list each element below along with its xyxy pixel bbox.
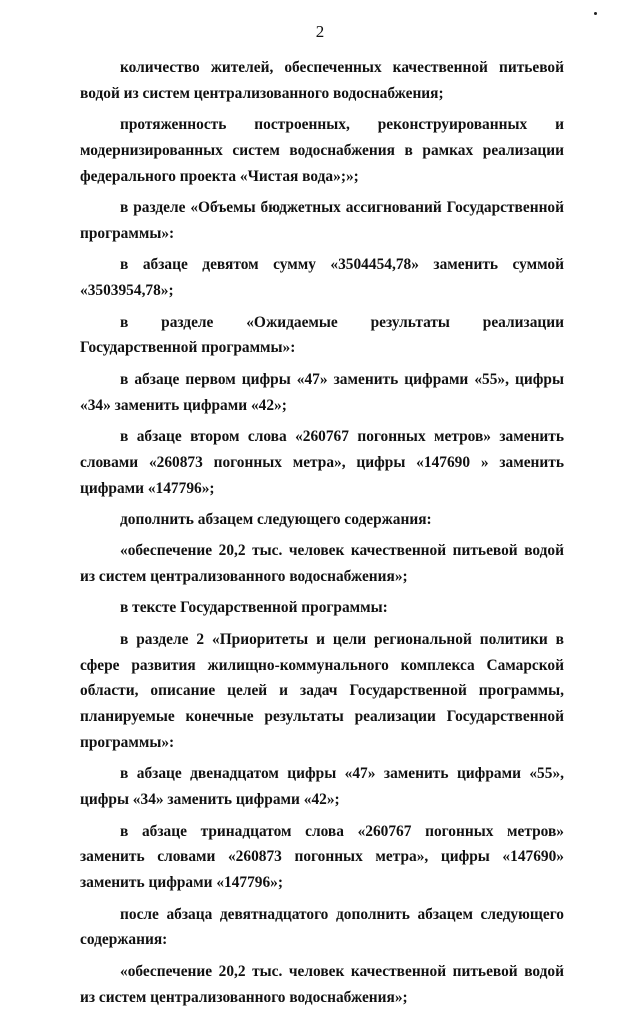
- paragraph: в разделе «Объемы бюджетных ассигнований Государственной программы»:: [80, 199, 564, 242]
- paragraph: дополнить абзацем следующего содержания:: [120, 510, 432, 528]
- paragraph: протяженность построенных, реконструированных и модернизированных систем водоснабжения в рамках реализации федерального проекта «Чистая вода»;»;: [80, 116, 564, 185]
- paragraph: в разделе 2 «Приоритеты и цели региональной политики в сфере развития жилищно-коммунального комплекса Самарской области, описание целей и задач Государственной программы, планируемые конечные результаты реализации Государственной программы»:: [80, 630, 564, 752]
- paragraph: после абзаца девятнадцатого дополнить абзацем следующего содержания:: [80, 905, 564, 949]
- paragraph: в абзаце тринадцатом слова «260767 погонных метров» заменить словами «260873 погонных метра», цифры «147690» заменить цифрами «147796»;: [80, 822, 564, 892]
- paragraph: «обеспечение 20,2 тыс. человек качественной питьевой водой из систем централизованного водоснабжения»;: [80, 962, 564, 1006]
- paragraph: в тексте Государственной программы:: [120, 599, 388, 617]
- paragraph: количество жителей, обеспеченных качественной питьевой водой из систем централизованного водоснабжения;: [80, 59, 564, 102]
- paragraph: в абзаце двенадцатом цифры «47» заменить цифрами «55», цифры «34» заменить цифрами «42»;: [80, 765, 564, 809]
- paragraph: в абзаце первом цифры «47» заменить цифрами «55», цифры «34» заменить цифрами «42»;: [80, 370, 564, 414]
- paragraph: в разделе «Ожидаемые результаты реализации Государственной программы»:: [80, 313, 564, 357]
- page-number: 2: [315, 22, 325, 41]
- scan-speck: [594, 12, 597, 15]
- document-body: [80, 55, 564, 1016]
- paragraph: «обеспечение 20,2 тыс. человек качественной питьевой водой из систем централизованного водоснабжения»;: [80, 542, 564, 586]
- paragraph: в абзаце втором слова «260767 погонных метров» заменить словами «260873 погонных метра», цифры «147690 » заменить цифрами «147796»;: [80, 427, 564, 497]
- paragraph: в абзаце девятом сумму «3504454,78» заменить суммой «3503954,78»;: [80, 256, 564, 300]
